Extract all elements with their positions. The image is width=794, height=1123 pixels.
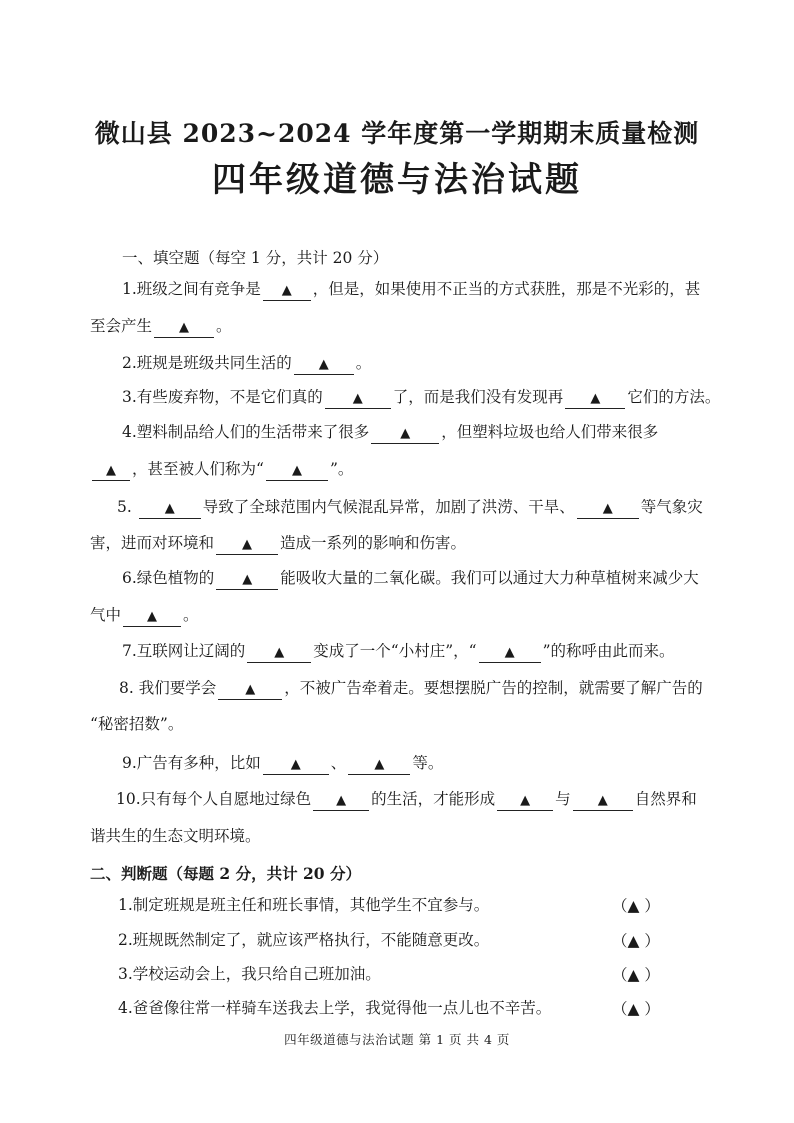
question-10-line1: 10.只有每个人自愿地过绿色 ▲ 的生活，才能形成 ▲ 与 ▲ 自然界和 xyxy=(116,788,697,811)
exam-title: 微山县 2023~2024 学年度第一学期期末质量检测 xyxy=(94,119,700,148)
answer-blank: ▲ xyxy=(565,388,625,409)
answer-blank: ▲ xyxy=(216,534,278,555)
answer-blank: ▲ xyxy=(294,354,354,375)
judgement-answer-2: （▲ ） xyxy=(612,932,660,950)
question-7: 7.互联网让辽阔的 ▲ 变成了一个“小村庄”，“ ▲ ”的称呼由此而来。 xyxy=(122,640,675,663)
answer-blank: ▲ xyxy=(123,606,181,627)
answer-blank: ▲ xyxy=(479,642,541,663)
answer-blank: ▲ xyxy=(577,498,639,519)
question-5-line1: 5. ▲ 导致了全球范围内气候混乱异常，加剧了洪涝、干旱、 ▲ 等气象灾 xyxy=(117,496,703,519)
question-4-line1: 4.塑料制品给人们的生活带来了很多 ▲ ，但塑料垃圾也给人们带来很多 xyxy=(122,421,658,444)
judgement-item-2: 2.班规既然制定了，就应该严格执行，不能随意更改。 xyxy=(118,931,490,949)
question-3: 3.有些废弃物，不是它们真的 ▲ 了，而是我们没有发现再 ▲ 它们的方法。 xyxy=(122,386,720,409)
answer-blank: ▲ xyxy=(325,388,391,409)
exam-subtitle: 四年级道德与法治试题 xyxy=(212,160,582,200)
answer-blank: ▲ xyxy=(263,754,329,775)
answer-blank: ▲ xyxy=(371,423,439,444)
answer-blank: ▲ xyxy=(216,569,278,590)
answer-blank: ▲ xyxy=(92,460,130,481)
question-2: 2.班规是班级共同生活的 ▲ 。 xyxy=(122,352,371,375)
question-10-line2: 谐共生的生态文明环境。 xyxy=(90,827,261,845)
section2-heading: 二、判断题（每题 2 分，共计 20 分） xyxy=(90,864,361,883)
answer-blank: ▲ xyxy=(348,754,410,775)
answer-blank: ▲ xyxy=(313,790,369,811)
question-1-line2: 至会产生 ▲ 。 xyxy=(90,315,232,338)
page-footer: 四年级道德与法治试题 第 1 页 共 4 页 xyxy=(284,1032,510,1047)
judgement-answer-1: （▲ ） xyxy=(612,897,660,915)
question-4-line2: ▲ ，甚至被人们称为“ ▲ ”。 xyxy=(90,458,353,481)
question-1-line1: 1.班级之间有竞争是 ▲ ，但是，如果使用不正当的方式获胜，那是不光彩的，甚 xyxy=(122,278,700,301)
answer-blank: ▲ xyxy=(154,317,214,338)
question-8-line1: 8. 我们要学会 ▲ ，不被广告牵着走。要想摆脱广告的控制，就需要了解广告的 xyxy=(119,677,703,700)
answer-blank: ▲ xyxy=(139,498,201,519)
answer-blank: ▲ xyxy=(497,790,553,811)
answer-blank: ▲ xyxy=(218,679,282,700)
question-8-line2: “秘密招数”。 xyxy=(90,715,184,733)
section1-heading: 一、填空题（每空 1 分，共计 20 分） xyxy=(122,249,389,267)
judgement-item-3: 3.学校运动会上，我只给自己班加油。 xyxy=(118,965,381,983)
question-9: 9.广告有多种，比如 ▲ 、 ▲ 等。 xyxy=(122,752,443,775)
judgement-answer-3: （▲ ） xyxy=(612,966,660,984)
answer-blank: ▲ xyxy=(573,790,633,811)
judgement-answer-4: （▲ ） xyxy=(612,1000,660,1018)
question-5-line2: 害，进而对环境和 ▲ 造成一系列的影响和伤害。 xyxy=(90,532,466,555)
question-6-line1: 6.绿色植物的 ▲ 能吸收大量的二氧化碳。我们可以通过大力种草植树来减少大 xyxy=(122,567,699,590)
question-6-line2: 气中 ▲ 。 xyxy=(90,604,199,627)
answer-blank: ▲ xyxy=(263,280,311,301)
judgement-item-4: 4.爸爸像往常一样骑车送我去上学，我觉得他一点儿也不辛苦。 xyxy=(118,999,552,1017)
answer-blank: ▲ xyxy=(266,460,328,481)
judgement-item-1: 1.制定班规是班主任和班长事情，其他学生不宜参与。 xyxy=(118,896,490,914)
answer-blank: ▲ xyxy=(247,642,311,663)
